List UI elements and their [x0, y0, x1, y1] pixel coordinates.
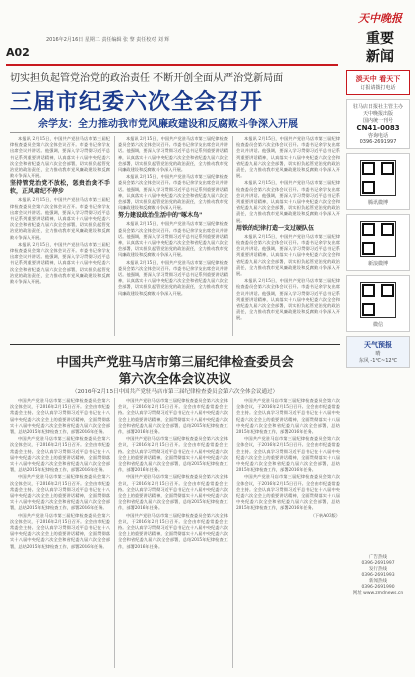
lead-body: 本报讯 2月15日，中国共产党驻马店市第三届纪律检查委员会第六次全体会议召开。市委书记余学友出席会议并讲话。他强调，要深入学习贯彻习近平总书记系列重要讲话精神，认真落实十八届中央纪委六次全会和省纪委九届六次全会部署，切实担负起管党治党的政治责任，全力推动我市党风廉政建设和反腐败斗争深入开展。 [236, 278, 340, 321]
section-divider [10, 344, 340, 345]
lead-body: 本报讯 2月15日，中国共产党驻马店市第三届纪律检查委员会第六次全体会议召开。市委书记余学友出席会议并讲话。他强调，要深入学习贯彻习近平总书记系列重要讲话精神，认真落实十八届中央纪委六次全会和省纪委九届六次全会部署，切实担负起管党治党的政治责任，全力推动我市党风廉政建设和反腐败斗争深入开展。 [236, 136, 340, 179]
resolution-body: 中国共产党驻马店市第三届纪律检查委员会第六次全体会议，于2016年2月15日召开。全会由市纪委常委会主持。全会认真学习贯彻习近平总书记在十八届中央纪委六次全会上的重要讲话精神，全面贯彻落实十八届中央纪委六次全会和省纪委九届六次全会部署，总结2015年纪律检查工作，部署2016年任务。 [236, 474, 340, 511]
date-line: 2016年2月16日 星期二 责任编辑 张 黎 责任校对 刘 辉 [46, 37, 170, 43]
page-header [6, 44, 338, 66]
phone-label: 咨询电话 [367, 133, 388, 139]
lead-body-repeat: 本报讯 2月15日，中国共产党驻马店市第三届纪律检查委员会第六次全体会议召开。市委书记余学友出席会议并讲话。他强调，要深入学习贯彻习近平总书记系列重要讲话精神，认真落实十八届中央纪委六次全会和省纪委九届六次全会部署，切实担负起管党治党的政治责任，全力推动我市党风廉政建设和反腐败斗争深入开展。 [10, 241, 110, 285]
lead-col2-heading: 努力建设政治生活中的"啄木鸟" [118, 212, 203, 220]
qr-code-icon[interactable] [360, 221, 396, 257]
weather-title: 天气预报 [364, 341, 392, 349]
sidebar [346, 70, 410, 372]
masthead [350, 10, 410, 66]
contact-list [346, 555, 410, 597]
weather-condition: 晴 [375, 351, 381, 357]
lead-col3-heading: 用铁的纪律打造一支过硬队伍 [236, 224, 315, 232]
lead-rule [10, 132, 340, 133]
lead-headline: 三届市纪委六次全会召开 [10, 90, 264, 115]
page-number: A02 [6, 46, 30, 59]
resolution-headline-1: 中国共产党驻马店市第三届纪律检查委员会 [56, 354, 294, 369]
lead-body: 本报讯 2月15日，中国共产党驻马店市第三届纪律检查委员会第六次全体会议召开。市委书记余学友出席会议并讲话。他强调，要深入学习贯彻习近平总书记系列重要讲话精神，认真落实十八届中央纪委六次全会和省纪委九届六次全会部署，切实担负起管党治党的政治责任，全力推动我市党风廉政建设和反腐败斗争深入开展。 [118, 259, 228, 296]
resolution-headline-2: 第六次全体会议决议 [118, 371, 232, 386]
qr-code-icon[interactable] [360, 282, 396, 318]
qr-box-2 [346, 214, 410, 271]
contact-line: 新闻热线 [369, 579, 387, 584]
lead-body: 本报讯 2月15日，中国共产党驻马店市第三届纪律检查委员会第六次全体会议召开。市委书记余学友出席会议并讲话。他强调，要深入学习贯彻习近平总书记系列重要讲话精神，认真落实十八届中央纪委六次全会和省纪委九届六次全会部署，切实担负起管党治党的政治责任，全力推动我市党风廉政建设和反腐败斗争深入开展。 [10, 136, 110, 179]
contact-line: 网址 www.zmdnews.cn [352, 591, 404, 596]
lead-body: 本报讯 2月15日，中国共产党驻马店市第三届纪律检查委员会第六次全体会议召开。市委书记余学友出席会议并讲话。他强调，要深入学习贯彻习近平总书记系列重要讲话精神，认真落实十八届中央纪委六次全会和省纪委九届六次全会部署，切实担负起管党治党的政治责任，全力推动我市党风廉政建设和反腐败斗争深入开展。 [118, 174, 228, 211]
weather-box [346, 336, 410, 368]
lead-body: 本报讯 2月15日，中国共产党驻马店市第三届纪律检查委员会第六次全体会议召开。市委书记余学友出席会议并讲话。他强调，要深入学习贯彻习近平总书记系列重要讲话精神，认真落实十八届中央纪委六次全会和省纪委九届六次全会部署，切实担负起管党治党的政治责任，全力推动我市党风廉政建设和反腐败斗争深入开展。 [236, 180, 340, 223]
lead-column-3 [236, 136, 340, 336]
qr-box-3 [346, 275, 410, 332]
lead-body: 本报讯 2月15日，中国共产党驻马店市第三届纪律检查委员会第六次全体会议召开。市委书记余学友出席会议并讲话。他强调，要深入学习贯彻习近平总书记系列重要讲话精神，认真落实十八届中央纪委六次全会和省纪委九届六次全会部署，切实担负起管党治党的政治责任，全力推动我市党风廉政建设和反腐败斗争深入开展。 [118, 136, 228, 173]
resolution-body: 中国共产党驻马店市第三届纪律检查委员会第六次全体会议，于2016年2月15日召开。全会由市纪委常委会主持。全会认真学习贯彻习近平总书记在十八届中央纪委六次全会上的重要讲话精神，全面贯彻落实十八届中央纪委六次全会和省纪委九届六次全会部署，总结2015年纪律检查工作，部署2016年任务。 [118, 474, 228, 511]
resolution-body: 中国共产党驻马店市第三届纪律检查委员会第六次全体会议，于2016年2月15日召开。全会由市纪委常委会主持。全会认真学习贯彻习近平总书记在十八届中央纪委六次全会上的重要讲话精神，全面贯彻落实十八届中央纪委六次全会和省纪委九届六次全会部署，总结2015年纪律检查工作，部署2016年任务。 [10, 512, 110, 549]
qr-label: 新浪微博 [367, 261, 388, 267]
resolution-column-3 [236, 398, 340, 668]
publisher-label: 驻马店日报社主管主办 [352, 104, 403, 110]
resolution-column-2 [118, 398, 228, 668]
continued-note: （下转A03版） [310, 512, 340, 518]
lead-subhead: 余学友：全力推动我市党风廉政建设和反腐败斗争深入开展 [38, 119, 298, 130]
resolution-body: 中国共产党驻马店市第三届纪律检查委员会第六次全体会议，于2016年2月15日召开。全会由市纪委常委会主持。全会认真学习贯彻习近平总书记在十八届中央纪委六次全会上的重要讲话精神，全面贯彻落实十八届中央纪委六次全会和省纪委九届六次全会部署，总结2015年纪律检查工作，部署2016年任务。 [118, 512, 228, 549]
column-divider [232, 136, 233, 336]
lead-col1-heading: 坚持管党治党不放松，惩贵治贪不手软，正风肃纪不停步 [10, 180, 110, 196]
lead-body-repeat: 本报讯 2月15日，中国共产党驻马店市第三届纪律检查委员会第六次全体会议召开。市委书记余学友出席会议并讲话。他强调，要深入学习贯彻习近平总书记系列重要讲话精神，认真落实十八届中央纪委六次全会和省纪委九届六次全会部署，切实担负起管党治党的政治责任，全力推动我市党风廉政建设和反腐败斗争深入开展。 [10, 197, 110, 240]
qr-box-1 [346, 153, 410, 210]
column-divider [232, 398, 233, 668]
paper-name: 天中晚报出版 [362, 111, 393, 117]
contact-line: 0396-2691990 [361, 585, 395, 590]
cn-number: CN41-0083 [356, 124, 400, 132]
weather-temp: 东风 -1℃~12℃ [358, 358, 398, 364]
resolution-body: 中国共产党驻马店市第三届纪律检查委员会第六次全体会议，于2016年2月15日召开。全会由市纪委常委会主持。全会认真学习贯彻习近平总书记在十八届中央纪委六次全会上的重要讲话精神，全面贯彻落实十八届中央纪委六次全会和省纪委九届六次全会部署，总结2015年纪律检查工作，部署2016年任务。 [236, 436, 340, 473]
paper-info [346, 99, 410, 149]
contact-line: 广告热线 [369, 555, 387, 560]
section-title: 重要 新闻 [366, 31, 394, 65]
column-divider [114, 398, 115, 668]
phone-number: 0396-2691997 [359, 139, 397, 145]
resolution-body: 中国共产党驻马店市第三届纪律检查委员会第六次全体会议，于2016年2月15日召开。全会由市纪委常委会主持。全会认真学习贯彻习近平总书记在十八届中央纪委六次全会上的重要讲话精神，全面贯彻落实十八届中央纪委六次全会和省纪委九届六次全会部署，总结2015年纪律检查工作，部署2016年任务。 [10, 436, 110, 473]
contact-line: 0396-2691997 [361, 561, 395, 566]
resolution-body: 中国共产党驻马店市第三届纪律检查委员会第六次全体会议，于2016年2月15日召开。全会由市纪委常委会主持。全会认真学习贯彻习近平总书记在十八届中央纪委六次全会上的重要讲话精神，全面贯彻落实十八届中央纪委六次全会和省纪委九届六次全会部署，总结2015年纪律检查工作，部署2016年任务。 [118, 398, 228, 435]
brand-logo: 天中晚报 [358, 12, 402, 25]
promo-title: 淡天中 看天下 [355, 75, 401, 83]
lead-body: 本报讯 2月15日，中国共产党驻马店市第三届纪律检查委员会第六次全体会议召开。市委书记余学友出席会议并讲话。他强调，要深入学习贯彻习近平总书记系列重要讲话精神，认真落实十八届中央纪委六次全会和省纪委九届六次全会部署，切实担负起管党治党的政治责任，全力推动我市党风廉政建设和反腐败斗争深入开展。 [236, 233, 340, 277]
resolution-body: 中国共产党驻马店市第三届纪律检查委员会第六次全体会议，于2016年2月15日召开。全会由市纪委常委会主持。全会认真学习贯彻习近平总书记在十八届中央纪委六次全会上的重要讲话精神，全面贯彻落实十八届中央纪委六次全会和省纪委九届六次全会部署，总结2015年纪律检查工作，部署2016年任务。 [236, 398, 340, 435]
lead-kicker: 切实担负起管党治党的政治责任 不断开创全面从严治党新局面 [10, 73, 284, 84]
contact-line: 发行热线 [369, 567, 387, 572]
resolution-body: 中国共产党驻马店市第三届纪律检查委员会第六次全体会议，于2016年2月15日召开。全会由市纪委常委会主持。全会认真学习贯彻习近平总书记在十八届中央纪委六次全会上的重要讲话精神，全面贯彻落实十八届中央纪委六次全会和省纪委九届六次全会部署，总结2015年纪律检查工作，部署2016年任务。 [10, 474, 110, 511]
lead-body: 本报讯 2月15日，中国共产党驻马店市第三届纪律检查委员会第六次全体会议召开。市委书记余学友出席会议并讲话。他强调，要深入学习贯彻习近平总书记系列重要讲话精神，认真落实十八届中央纪委六次全会和省纪委九届六次全会部署，切实担负起管党治党的政治责任，全力推动我市党风廉政建设和反腐败斗争深入开展。 [118, 221, 228, 258]
resolution-body: 中国共产党驻马店市第三届纪律检查委员会第六次全体会议，于2016年2月15日召开。全会由市纪委常委会主持。全会认真学习贯彻习近平总书记在十八届中央纪委六次全会上的重要讲话精神，全面贯彻落实十八届中央纪委六次全会和省纪委九届六次全会部署，总结2015年纪律检查工作，部署2016年任务。 [10, 398, 110, 435]
lead-column-2 [118, 136, 228, 336]
promo-text: 订报请拨打电话 [360, 85, 396, 91]
qr-code-icon[interactable] [360, 160, 396, 196]
resolution-body: 中国共产党驻马店市第三届纪律检查委员会第六次全体会议，于2016年2月15日召开。全会由市纪委常委会主持。全会认真学习贯彻习近平总书记在十八届中央纪委六次全会上的重要讲话精神，全面贯彻落实十八届中央纪委六次全会和省纪委九届六次全会部署，总结2015年纪律检查工作，部署2016年任务。 [118, 436, 228, 473]
contact-line: 0396-2691993 [361, 573, 395, 578]
code-label: 国内统一刊号 [362, 118, 393, 124]
column-divider [114, 136, 115, 336]
promo-box [346, 70, 410, 95]
resolution-column-1 [10, 398, 110, 668]
lead-column-1 [10, 136, 110, 336]
qr-label: 微信 [372, 322, 383, 328]
resolution-subtitle: （2016年2月15日中国共产党驻马店市第三届纪律检查委员会第六次全体会议通过） [72, 389, 278, 395]
qr-label: 腾讯微博 [367, 200, 388, 206]
